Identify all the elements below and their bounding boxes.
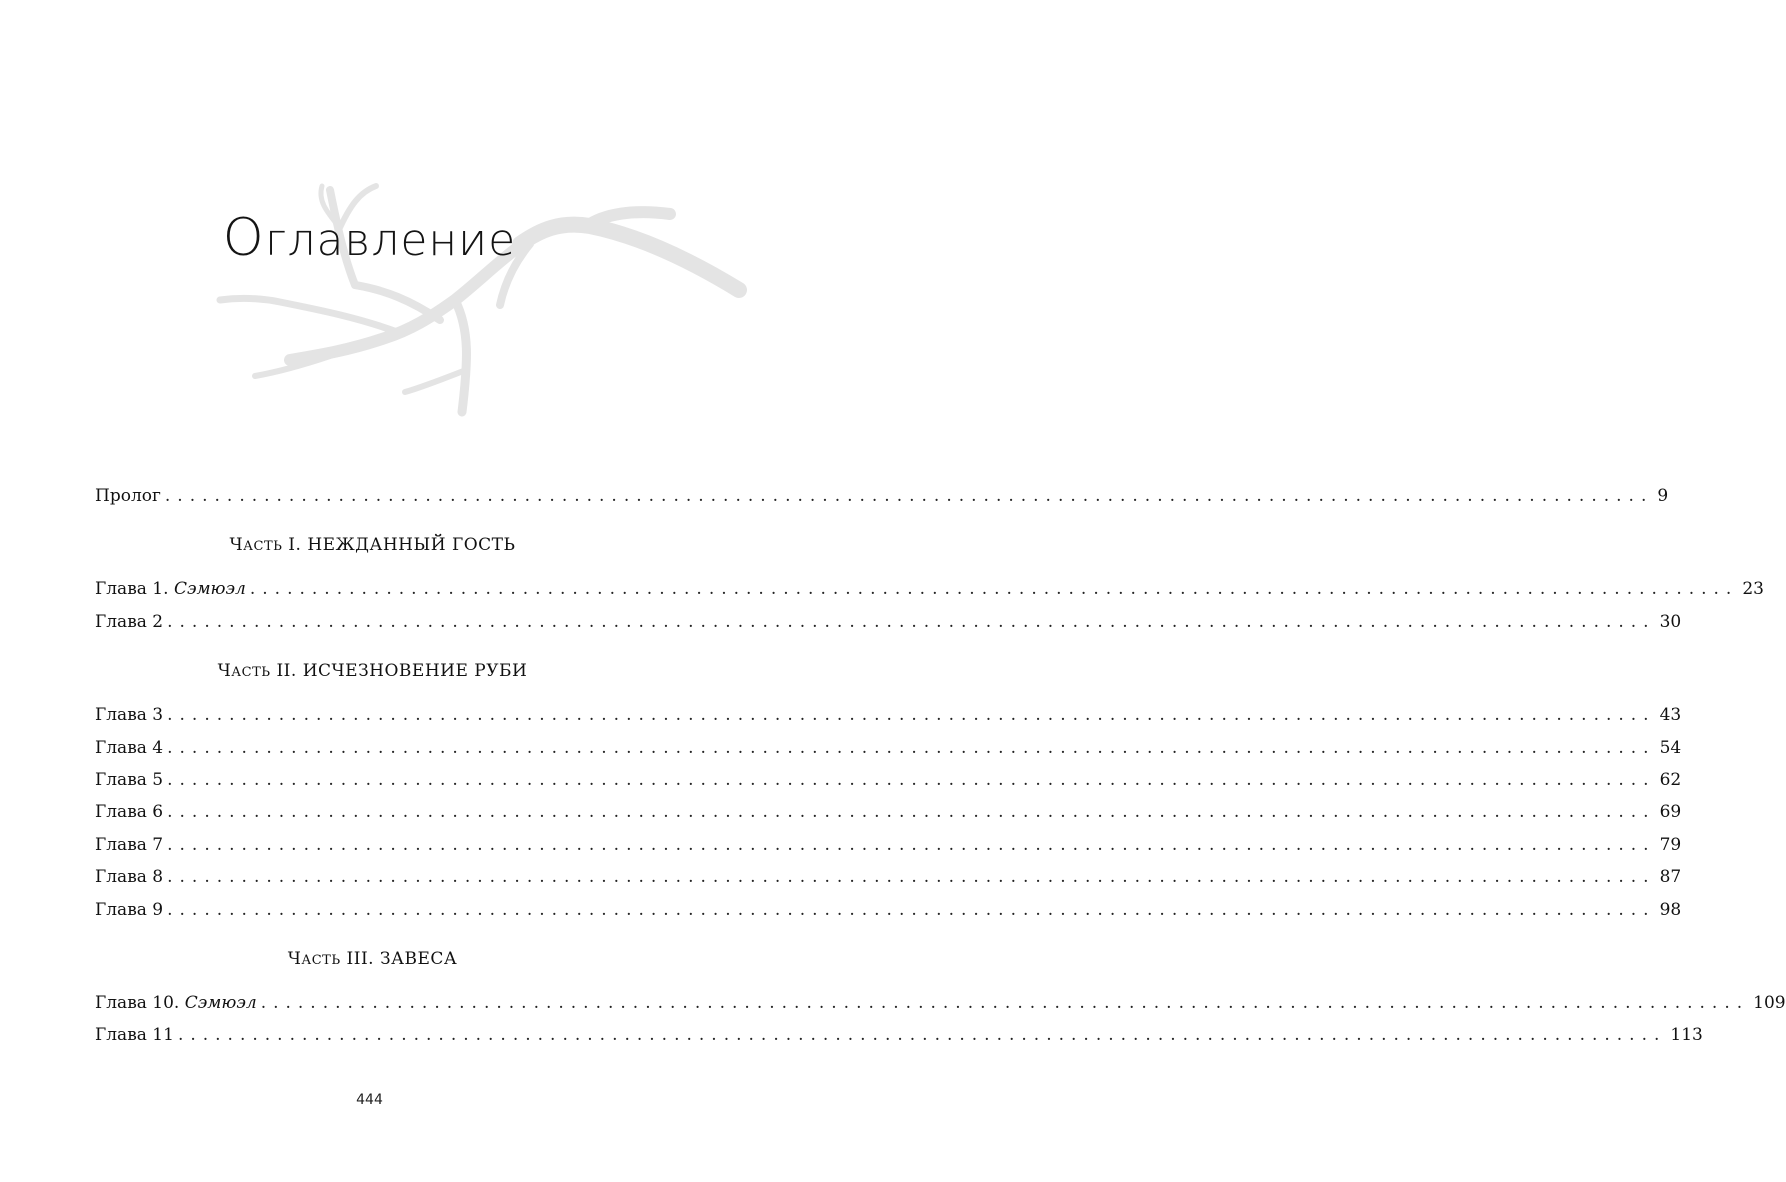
part-title: НЕЖДАННЫЙ ГОСТЬ bbox=[307, 535, 516, 556]
toc-parts bbox=[95, 527, 1786, 1051]
dot-leader: ........................................................................................................................ bbox=[167, 769, 1656, 790]
toc-row-chapter bbox=[95, 796, 1682, 828]
toc-row-chapter bbox=[95, 861, 1682, 893]
part-prefix-initial: Ч bbox=[287, 948, 302, 969]
chapter-label: Глава 1. bbox=[95, 579, 169, 600]
part-prefix-rest: АСТЬ bbox=[231, 665, 271, 681]
part-prefix-initial: Ч bbox=[229, 535, 244, 556]
page-number: 444 bbox=[356, 1092, 383, 1108]
dot-leader: ........................................................................................................................ bbox=[167, 834, 1656, 855]
toc-page-number: 54 bbox=[1659, 737, 1682, 758]
dot-leader: ........................................................................................................................ bbox=[167, 899, 1656, 920]
toc-page-number: 69 bbox=[1659, 802, 1682, 823]
part-title: ЗАВЕСА bbox=[379, 948, 458, 969]
toc-page-number: 23 bbox=[1742, 579, 1764, 600]
toc-page-number: 109 bbox=[1753, 992, 1786, 1013]
toc-row-chapter bbox=[95, 829, 1682, 861]
part-numeral: III. bbox=[346, 948, 375, 969]
toc-page-number: 9 bbox=[1657, 486, 1669, 506]
part-prefix-rest: АСТЬ bbox=[243, 539, 283, 555]
toc-entry-label bbox=[95, 764, 163, 796]
toc-row-chapter bbox=[95, 732, 1682, 764]
part-heading bbox=[95, 941, 650, 977]
toc-entry-label bbox=[95, 606, 163, 638]
part-prefix-initial: Ч bbox=[217, 661, 232, 682]
chapter-label: Глава 3 bbox=[95, 705, 164, 726]
toc-page-number: 62 bbox=[1659, 769, 1682, 790]
dot-leader: ........................................................................................................................ bbox=[167, 737, 1656, 758]
toc-entry-label bbox=[95, 732, 163, 764]
toc-page-number: 98 bbox=[1659, 899, 1682, 920]
dot-leader: ........................................................................................................................ bbox=[249, 579, 1739, 600]
chapter-subtitle: Сэмюэл bbox=[184, 992, 257, 1013]
chapter-label: Глава 11 bbox=[95, 1025, 174, 1046]
toc-row-chapter bbox=[95, 606, 1682, 638]
part-numeral: I. bbox=[288, 535, 302, 556]
dot-leader: ........................................................................................................................ bbox=[167, 705, 1656, 726]
toc-entry-label bbox=[95, 573, 246, 605]
chapter-subtitle: Сэмюэл bbox=[173, 579, 246, 600]
chapter-label: Глава 9 bbox=[95, 899, 164, 920]
part-title: ИСЧЕЗНОВЕНИЕ РУБИ bbox=[302, 661, 528, 682]
table-of-contents bbox=[95, 480, 1786, 1052]
toc-row-prologue bbox=[95, 480, 1669, 512]
toc-row-chapter bbox=[95, 894, 1682, 926]
toc-entry-label bbox=[95, 699, 163, 731]
toc-entry-label bbox=[95, 1019, 174, 1051]
toc-row-chapter bbox=[95, 573, 1764, 605]
title-rest: главление bbox=[264, 215, 517, 266]
chapter-label: Глава 4 bbox=[95, 737, 164, 758]
dot-leader: ........................................................................................................................ bbox=[164, 486, 1654, 506]
toc-page-number: 79 bbox=[1659, 834, 1682, 855]
toc-entry-label bbox=[95, 987, 257, 1019]
chapter-label: Глава 8 bbox=[95, 867, 164, 888]
dot-leader: ........................................................................................................................ bbox=[260, 992, 1750, 1013]
toc-page-number: 43 bbox=[1659, 705, 1682, 726]
toc-row-chapter bbox=[95, 987, 1786, 1019]
chapter-label: Глава 6 bbox=[95, 802, 164, 823]
toc-page-number: 30 bbox=[1659, 611, 1682, 632]
page-title bbox=[0, 208, 739, 268]
toc-page-number: 113 bbox=[1670, 1025, 1703, 1046]
toc-page-number: 87 bbox=[1659, 867, 1682, 888]
dot-leader: ........................................................................................................................ bbox=[177, 1025, 1667, 1046]
toc-entry-label bbox=[95, 861, 163, 893]
title-initial: О bbox=[222, 208, 265, 268]
part-heading bbox=[95, 527, 650, 563]
chapter-label: Глава 5 bbox=[95, 769, 164, 790]
toc-row-chapter bbox=[95, 699, 1682, 731]
toc-entry-label bbox=[95, 829, 163, 861]
dot-leader: ........................................................................................................................ bbox=[167, 867, 1656, 888]
toc-entry-label: Пролог bbox=[95, 486, 161, 506]
dot-leader: ........................................................................................................................ bbox=[167, 802, 1656, 823]
part-heading bbox=[95, 653, 650, 689]
chapter-label: Глава 2 bbox=[95, 611, 164, 632]
chapter-label: Глава 10. bbox=[95, 992, 180, 1013]
part-prefix-rest: АСТЬ bbox=[301, 952, 341, 968]
dot-leader: ........................................................................................................................ bbox=[167, 611, 1656, 632]
chapter-label: Глава 7 bbox=[95, 834, 164, 855]
part-numeral: II. bbox=[276, 661, 297, 682]
toc-row-chapter bbox=[95, 764, 1682, 796]
toc-entry-label bbox=[95, 894, 163, 926]
toc-row-chapter bbox=[95, 1019, 1703, 1051]
toc-entry-label bbox=[95, 796, 163, 828]
